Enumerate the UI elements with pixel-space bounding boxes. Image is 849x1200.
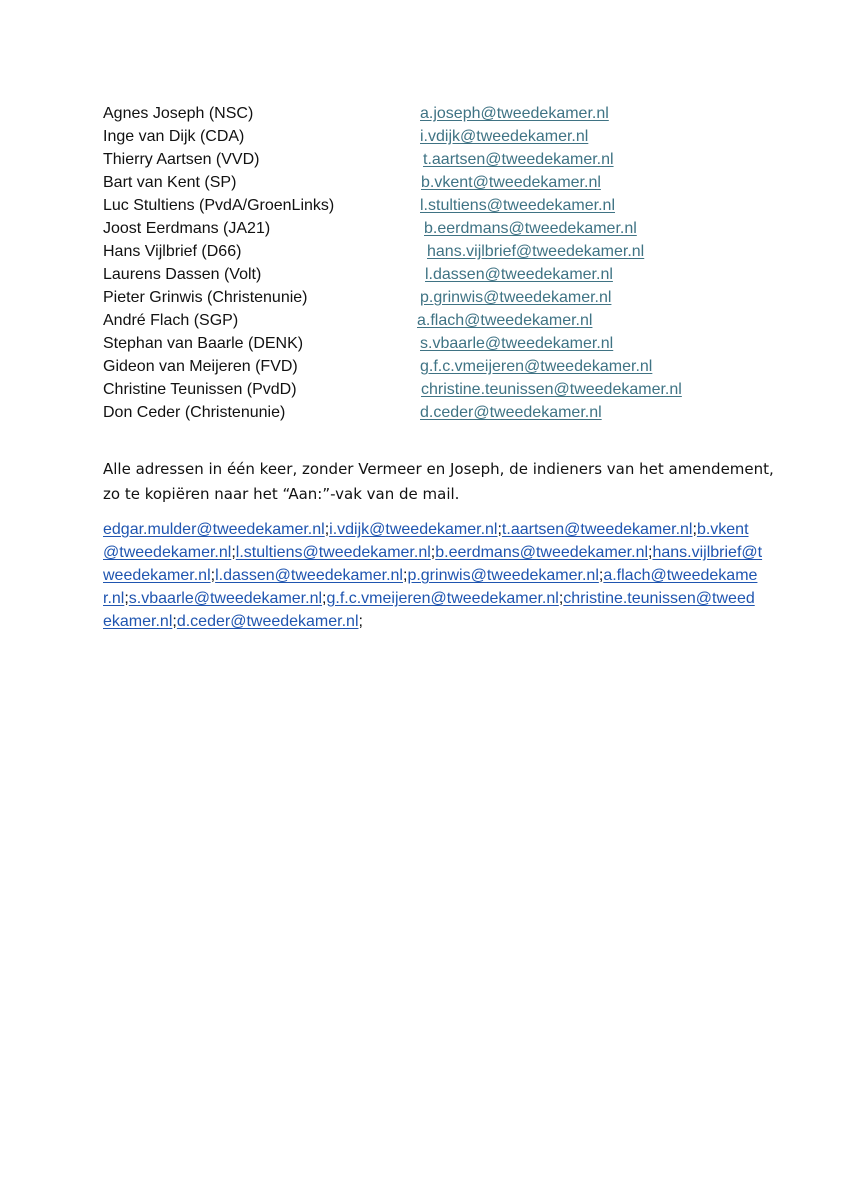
contact-list	[103, 102, 753, 424]
separator: ;	[324, 521, 330, 538]
combined-email-link[interactable]: b.vkent@tweedekamer.nl	[103, 521, 749, 561]
contact-email-link[interactable]: b.vkent@tweedekamer.nl	[421, 174, 601, 191]
separator: ;	[648, 544, 653, 561]
combined-email-link[interactable]: l.dassen@tweedekamer.nl	[215, 567, 403, 584]
contact-row	[103, 125, 753, 148]
separator: ;	[497, 521, 502, 538]
contact-name: Agnes Joseph (NSC)	[103, 105, 254, 122]
contact-name: Laurens Dassen (Volt)	[103, 266, 262, 283]
contact-row	[103, 102, 753, 125]
contact-row	[103, 148, 753, 171]
separator: ;	[598, 567, 604, 584]
combined-address-list	[103, 518, 763, 633]
contact-name: Hans Vijlbrief (D66)	[103, 243, 242, 260]
combined-email-link[interactable]: t.aartsen@tweedekamer.nl	[501, 521, 693, 538]
contact-email-link[interactable]: t.aartsen@tweedekamer.nl	[423, 151, 614, 168]
separator: ;	[430, 544, 436, 561]
combined-email-link[interactable]: d.ceder@tweedekamer.nl	[176, 613, 359, 630]
separator: ;	[231, 544, 236, 561]
contact-row	[103, 194, 753, 217]
contact-name: André Flach (SGP)	[103, 312, 239, 329]
contact-row	[103, 263, 753, 286]
contact-email-link[interactable]: a.joseph@tweedekamer.nl	[420, 105, 609, 122]
contact-email-link[interactable]: b.eerdmans@tweedekamer.nl	[424, 220, 637, 237]
contact-name: Luc Stultiens (PvdA/GroenLinks)	[103, 197, 335, 214]
combined-email-link[interactable]: christine.teunissen@tweedekamer.nl	[103, 590, 755, 630]
contact-row	[103, 378, 753, 401]
contact-name: Joost Eerdmans (JA21)	[103, 220, 271, 237]
contact-row	[103, 240, 753, 263]
combined-email-link[interactable]: p.grinwis@tweedekamer.nl	[407, 567, 599, 584]
contact-name: Gideon van Meijeren (FVD)	[103, 358, 298, 375]
combined-email-link[interactable]: a.flach@tweedekamer.nl	[103, 567, 758, 607]
instruction-line-2: zo te kopiëren naar het “Aan:”-vak van de mail.	[103, 485, 460, 503]
combined-email-link[interactable]: g.f.c.vmeijeren@tweedekamer.nl	[326, 590, 559, 607]
contact-row	[103, 332, 753, 355]
contact-row	[103, 286, 753, 309]
contact-email-link[interactable]: s.vbaarle@tweedekamer.nl	[420, 335, 614, 352]
contact-row	[103, 217, 753, 240]
instruction-line-1: Alle adressen in één keer, zonder Vermeer en Joseph, de indieners van het amendement,	[103, 460, 774, 478]
combined-email-link[interactable]: i.vdijk@tweedekamer.nl	[329, 521, 498, 538]
separator: ;	[124, 590, 129, 607]
combined-email-link[interactable]: hans.vijlbrief@tweedekamer.nl	[103, 544, 763, 584]
contact-email-link[interactable]: g.f.c.vmeijeren@tweedekamer.nl	[420, 358, 653, 375]
separator: ;	[322, 590, 327, 607]
contact-row	[103, 309, 753, 332]
separator: ;	[358, 613, 363, 630]
contact-name: Stephan van Baarle (DENK)	[103, 335, 304, 352]
separator: ;	[172, 613, 177, 630]
contact-name: Thierry Aartsen (VVD)	[103, 151, 260, 168]
separator: ;	[402, 567, 408, 584]
instruction-note	[103, 457, 783, 507]
contact-email-link[interactable]: l.stultiens@tweedekamer.nl	[420, 197, 615, 214]
contact-name: Pieter Grinwis (Christenunie)	[103, 289, 308, 306]
contact-row	[103, 355, 753, 378]
combined-email-link[interactable]: l.stultiens@tweedekamer.nl	[235, 544, 431, 561]
contact-row	[103, 401, 753, 424]
contact-email-link[interactable]: i.vdijk@tweedekamer.nl	[420, 128, 589, 145]
contact-name: Bart van Kent (SP)	[103, 174, 237, 191]
separator: ;	[558, 590, 564, 607]
contact-email-link[interactable]: christine.teunissen@tweedekamer.nl	[421, 381, 682, 398]
contact-email-link[interactable]: a.flach@tweedekamer.nl	[417, 312, 593, 329]
combined-email-link[interactable]: b.eerdmans@tweedekamer.nl	[435, 544, 649, 561]
contact-email-link[interactable]: l.dassen@tweedekamer.nl	[425, 266, 613, 283]
separator: ;	[692, 521, 697, 538]
contact-email-link[interactable]: p.grinwis@tweedekamer.nl	[420, 289, 612, 306]
contact-name: Don Ceder (Christenunie)	[103, 404, 286, 421]
contact-email-link[interactable]: d.ceder@tweedekamer.nl	[420, 404, 602, 421]
contact-name: Inge van Dijk (CDA)	[103, 128, 245, 145]
separator: ;	[210, 567, 216, 584]
contact-name: Christine Teunissen (PvdD)	[103, 381, 297, 398]
combined-email-link[interactable]: edgar.mulder@tweedekamer.nl	[103, 521, 325, 538]
contact-email-link[interactable]: hans.vijlbrief@tweedekamer.nl	[427, 243, 645, 260]
combined-email-link[interactable]: s.vbaarle@tweedekamer.nl	[128, 590, 323, 607]
contact-row	[103, 171, 753, 194]
